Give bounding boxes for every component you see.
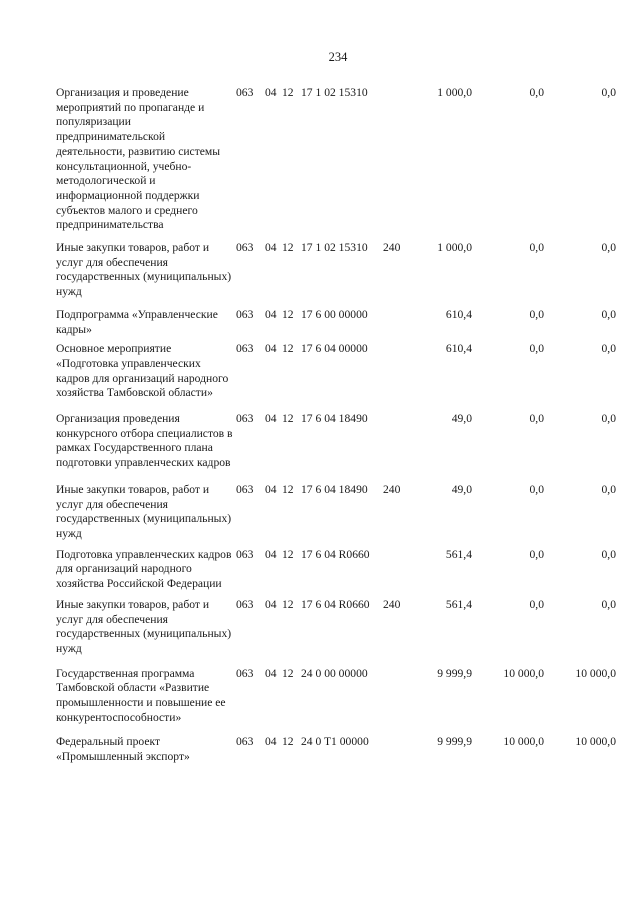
- amount-year-3: 0,0: [601, 241, 616, 255]
- table-row: [0, 308, 640, 337]
- ved-code: 063: [236, 412, 254, 426]
- subsection-code: 12: [282, 342, 294, 356]
- target-article-code: 17 6 04 18490: [301, 412, 368, 426]
- subsection-code: 12: [282, 597, 294, 611]
- subsection-code: 12: [282, 482, 294, 496]
- ved-code: 063: [236, 241, 254, 255]
- table-row: [0, 483, 640, 542]
- amount-year-2: 0,0: [529, 307, 544, 321]
- table-row: [0, 412, 640, 471]
- amount-year-2: 10 000,0: [503, 735, 544, 749]
- amount-year-2: 0,0: [529, 86, 544, 99]
- amount-year-3: 0,0: [601, 86, 616, 99]
- amount-year-3: 0,0: [601, 307, 616, 321]
- amount-year-3: 0,0: [601, 342, 616, 356]
- amount-year-2: 0,0: [529, 547, 544, 561]
- ved-code: 063: [236, 666, 254, 680]
- amount-year-1: 561,4: [445, 547, 472, 561]
- amount-year-1: 610,4: [445, 342, 472, 356]
- section-code: 04: [265, 597, 277, 611]
- row-name: Организация и проведение мероприятий по пропаганде и популяризации предпринимательской деятельности, развитию системы консультационной, учебно-методологической и информационной поддержки субъектов малого и среднего предпринимательства: [56, 86, 221, 232]
- row-name: Организация проведения конкурсного отбора специалистов в рамках Государственного плана подготовки управленческих кадров: [56, 412, 233, 470]
- amount-year-2: 0,0: [529, 597, 544, 611]
- amount-year-1: 49,0: [451, 412, 472, 426]
- budget-table: [0, 86, 640, 765]
- target-article-code: 17 1 02 15310: [301, 86, 368, 99]
- section-code: 04: [265, 86, 277, 99]
- ved-code: 063: [236, 342, 254, 356]
- section-code: 04: [265, 735, 277, 749]
- target-article-code: 24 0 00 00000: [301, 666, 368, 680]
- amount-year-1: 9 999,9: [437, 735, 472, 749]
- target-article-code: 17 1 02 15310: [301, 241, 368, 255]
- amount-year-1: 561,4: [445, 597, 472, 611]
- subsection-code: 12: [282, 86, 294, 99]
- amount-year-2: 10 000,0: [503, 666, 544, 680]
- subsection-code: 12: [282, 241, 294, 255]
- ved-code: 063: [236, 482, 254, 496]
- row-name: Подготовка управленческих кадров для организаций народного хозяйства Российской Федерации: [56, 547, 232, 591]
- amount-year-2: 0,0: [529, 412, 544, 426]
- target-article-code: 24 0 T1 00000: [301, 735, 369, 749]
- target-article-code: 17 6 04 18490: [301, 482, 368, 496]
- section-code: 04: [265, 547, 277, 561]
- amount-year-2: 0,0: [529, 342, 544, 356]
- section-code: 04: [265, 307, 277, 321]
- section-code: 04: [265, 342, 277, 356]
- subsection-code: 12: [282, 735, 294, 749]
- section-code: 04: [265, 482, 277, 496]
- subsection-code: 12: [282, 412, 294, 426]
- amount-year-3: 0,0: [601, 547, 616, 561]
- table-row: [0, 598, 640, 657]
- ved-code: 063: [236, 597, 254, 611]
- table-row: [0, 735, 640, 764]
- expense-type-code: 240: [383, 597, 401, 611]
- table-row: [0, 667, 640, 726]
- row-name: Подпрограмма «Управленческие кадры»: [56, 307, 218, 336]
- section-code: 04: [265, 666, 277, 680]
- expense-type-code: 240: [383, 241, 401, 255]
- table-row: [0, 548, 640, 592]
- expense-type-code: 240: [383, 482, 401, 496]
- ved-code: 063: [236, 86, 254, 99]
- amount-year-2: 0,0: [529, 482, 544, 496]
- amount-year-1: 49,0: [451, 482, 472, 496]
- row-name: Иные закупки товаров, работ и услуг для обеспечения государственных (муниципальных) нужд: [56, 597, 232, 655]
- subsection-code: 12: [282, 547, 294, 561]
- amount-year-3: 0,0: [601, 597, 616, 611]
- row-name: Федеральный проект «Промышленный экспорт»: [56, 735, 190, 764]
- amount-year-1: 9 999,9: [437, 666, 472, 680]
- ved-code: 063: [236, 547, 254, 561]
- amount-year-3: 10 000,0: [575, 735, 616, 749]
- row-name: Государственная программа Тамбовской области «Развитие промышленности и повышение ее конкурентоспособности»: [56, 666, 226, 724]
- row-name: Иные закупки товаров, работ и услуг для обеспечения государственных (муниципальных) нужд: [56, 482, 232, 540]
- table-row: [0, 86, 640, 233]
- row-name: Основное мероприятие «Подготовка управленческих кадров для организаций народного хозяйства Тамбовской области»: [56, 342, 229, 400]
- page-number: 234: [328, 50, 348, 64]
- amount-year-3: 10 000,0: [575, 666, 616, 680]
- amount-year-1: 1 000,0: [437, 86, 472, 99]
- subsection-code: 12: [282, 307, 294, 321]
- target-article-code: 17 6 04 R0660: [301, 597, 370, 611]
- target-article-code: 17 6 04 00000: [301, 342, 368, 356]
- amount-year-1: 610,4: [445, 307, 472, 321]
- ved-code: 063: [236, 735, 254, 749]
- table-row: [0, 241, 640, 300]
- amount-year-3: 0,0: [601, 412, 616, 426]
- amount-year-1: 1 000,0: [437, 241, 472, 255]
- target-article-code: 17 6 00 00000: [301, 307, 368, 321]
- subsection-code: 12: [282, 666, 294, 680]
- amount-year-3: 0,0: [601, 482, 616, 496]
- ved-code: 063: [236, 307, 254, 321]
- amount-year-2: 0,0: [529, 241, 544, 255]
- target-article-code: 17 6 04 R0660: [301, 547, 370, 561]
- section-code: 04: [265, 241, 277, 255]
- table-row: [0, 342, 640, 401]
- row-name: Иные закупки товаров, работ и услуг для обеспечения государственных (муниципальных) нужд: [56, 241, 232, 299]
- section-code: 04: [265, 412, 277, 426]
